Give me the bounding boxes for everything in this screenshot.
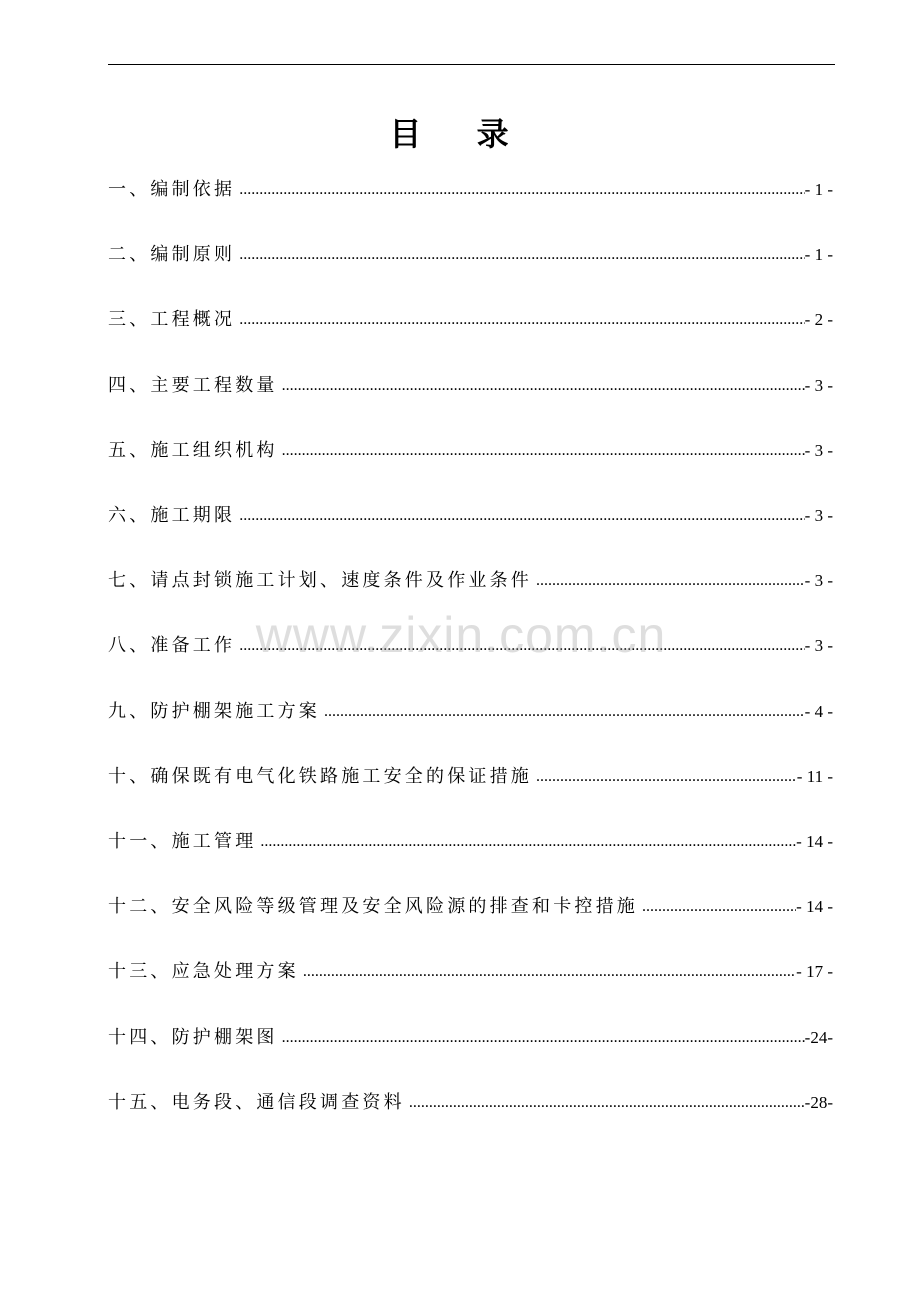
toc-dot-leader — [536, 566, 805, 596]
toc-dot-leader — [260, 827, 796, 857]
watermark: www.zixin.com.cn — [255, 607, 667, 663]
toc-dot-leader — [324, 697, 805, 727]
toc-dot-leader — [282, 371, 805, 401]
toc-entry[interactable] — [108, 892, 833, 922]
toc-entry[interactable] — [108, 175, 833, 205]
toc-entry-label: 七、请点封锁施工计划、速度条件及作业条件 — [108, 570, 532, 592]
toc-entry-label: 三、工程概况 — [108, 309, 236, 331]
toc-entry-page-number: - 17 - — [796, 962, 833, 982]
toc-entry[interactable] — [108, 240, 833, 270]
toc-entry-label: 五、施工组织机构 — [108, 439, 278, 461]
toc-entry-page-number: - 4 - — [804, 701, 833, 721]
toc-entry-label: 十三、应急处理方案 — [108, 961, 299, 983]
toc-dot-leader — [239, 240, 804, 270]
toc-entry-page-number: - 3 - — [804, 440, 833, 460]
toc-entry-label: 十一、施工管理 — [108, 831, 257, 852]
toc-entry[interactable] — [108, 957, 833, 987]
toc-entry-label: 一、编制依据 — [108, 179, 236, 200]
toc-entry-page-number: - 14 - — [796, 897, 833, 917]
toc-entry[interactable] — [108, 436, 833, 466]
toc-entry[interactable] — [108, 762, 833, 792]
toc-entry-label: 十二、安全风险等级管理及安全风险源的排查和卡控措施 — [108, 896, 638, 918]
toc-dot-leader — [409, 1088, 805, 1118]
toc-entry-label: 十四、防护棚架图 — [108, 1026, 278, 1048]
toc-entry-label: 九、防护棚架施工方案 — [108, 700, 320, 722]
toc-entry[interactable] — [108, 305, 833, 335]
toc-dot-leader — [239, 175, 804, 205]
toc-entry-page-number: - 14 - — [796, 832, 833, 851]
toc-dot-leader — [282, 1023, 805, 1053]
toc-dot-leader — [239, 305, 804, 335]
toc-entry[interactable] — [108, 566, 833, 596]
toc-dot-leader — [282, 436, 805, 466]
toc-entry-page-number: - 1 - — [804, 245, 833, 265]
toc-entry-page-number: - 2 - — [804, 310, 833, 330]
toc-entry-label: 六、施工期限 — [108, 505, 236, 526]
toc-dot-leader — [536, 762, 797, 792]
toc-dot-leader — [642, 892, 796, 922]
toc-entry-label: 二、编制原则 — [108, 244, 236, 266]
toc-entry[interactable] — [108, 1088, 833, 1118]
toc-entry-label: 十、确保既有电气化铁路施工安全的保证措施 — [108, 765, 532, 787]
toc-entry-page-number: - 3 - — [804, 571, 833, 591]
toc-dot-leader — [239, 501, 804, 531]
toc-entry-page-number: - 3 - — [804, 506, 833, 525]
toc-entry[interactable] — [108, 1023, 833, 1053]
toc-entry-page-number: - 3 - — [804, 375, 833, 395]
toc-entry-page-number: - 1 - — [804, 180, 833, 199]
toc-entry[interactable] — [108, 501, 833, 531]
toc-entry-label: 四、主要工程数量 — [108, 374, 278, 396]
toc-entry[interactable] — [108, 827, 833, 857]
toc-entry[interactable] — [108, 697, 833, 727]
toc-entry-page-number: -24- — [804, 1027, 833, 1047]
toc-entry-page-number: - 11 - — [796, 766, 833, 786]
toc-entry-page-number: - 3 - — [804, 636, 833, 656]
toc-entry-label: 十五、电务段、通信段调查资料 — [108, 1091, 405, 1113]
toc-entry[interactable] — [108, 371, 833, 401]
toc-dot-leader — [303, 957, 796, 987]
toc-entry-label: 八、准备工作 — [108, 635, 236, 657]
page-title: 目 录 — [389, 115, 531, 153]
toc-entry-page-number: -28- — [804, 1092, 833, 1112]
